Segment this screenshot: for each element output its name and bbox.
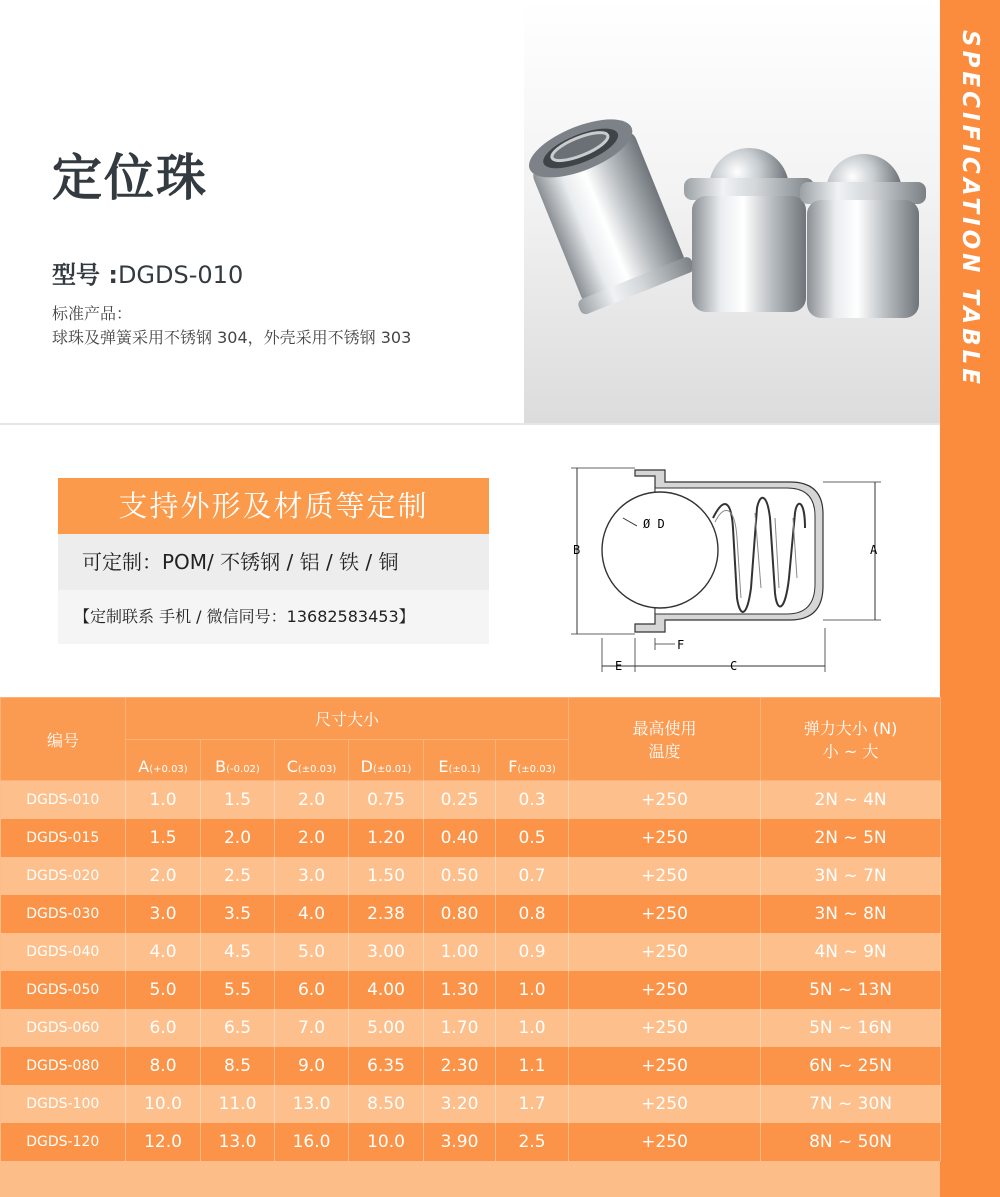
cell-b: 5.5 [201,971,275,1009]
header-dim-tolerance: (±0.01) [372,764,412,775]
cell-c: 13.0 [275,1085,349,1123]
header-dim-b [201,740,275,781]
product-photo-illustration [524,0,940,423]
header-temp-line1: 最高使用 [632,719,697,738]
cell-f: 0.7 [496,857,569,895]
header-dim-c [275,740,349,781]
cell-b: 1.5 [201,781,275,819]
cell-a: 5.0 [126,971,201,1009]
header-code: 编号 [1,698,126,781]
cell-temp: +250 [569,971,761,1009]
cell-code: DGDS-050 [1,971,126,1009]
diagram-label-d: Ø D [643,517,665,531]
cell-f: 0.8 [496,895,569,933]
side-title: SPECIFICATION TABLE [957,30,983,388]
cell-b: 13.0 [201,1123,275,1161]
dimension-diagram [565,458,895,678]
cell-d: 10.0 [349,1123,424,1161]
cell-f: 0.9 [496,933,569,971]
cell-temp: +250 [569,933,761,971]
header-force [761,698,941,781]
cell-temp: +250 [569,1047,761,1085]
header-size-group: 尺寸大小 [126,698,569,740]
product-photo [524,0,940,423]
table-row [1,857,941,895]
diagram-label-e: E [615,659,623,673]
cell-a: 8.0 [126,1047,201,1085]
cell-b: 3.5 [201,895,275,933]
cell-e: 3.90 [424,1123,496,1161]
diagram-label-f: F [677,638,685,652]
header-dim-d [349,740,424,781]
cell-d: 1.20 [349,819,424,857]
diagram-label-a: A [870,543,878,557]
cell-e: 0.25 [424,781,496,819]
header-dim-letter: D [360,757,373,776]
table-row [1,1123,941,1161]
cell-c: 16.0 [275,1123,349,1161]
header-dim-a [126,740,201,781]
cell-e: 1.00 [424,933,496,971]
cell-f: 1.1 [496,1047,569,1085]
cell-d: 4.00 [349,971,424,1009]
section-divider [0,423,940,425]
cell-code: DGDS-010 [1,781,126,819]
cell-b: 8.5 [201,1047,275,1085]
header-dim-letter: B [215,757,227,776]
cell-temp: +250 [569,781,761,819]
cell-force: 2N ~ 4N [761,781,941,819]
cell-f: 1.0 [496,1009,569,1047]
table-row [1,895,941,933]
table-row [1,819,941,857]
header-temp-line2: 温度 [648,742,681,761]
cell-b: 11.0 [201,1085,275,1123]
header-force-line1: 弹力大小 (N) [803,719,898,738]
cell-d: 0.75 [349,781,424,819]
cell-c: 2.0 [275,781,349,819]
ball-outline [602,492,718,608]
cell-b: 2.0 [201,819,275,857]
cell-a: 2.0 [126,857,201,895]
cell-d: 1.50 [349,857,424,895]
cell-e: 3.20 [424,1085,496,1123]
cell-f: 2.5 [496,1123,569,1161]
cell-code: DGDS-020 [1,857,126,895]
cell-temp: +250 [569,1123,761,1161]
cell-e: 0.40 [424,819,496,857]
table-row [1,1009,941,1047]
model-label: 型号 : [52,261,118,289]
custom-contact: 【定制联系 手机 / 微信同号：13682583453】 [58,590,489,644]
cell-c: 3.0 [275,857,349,895]
spec-text: 球珠及弹簧采用不锈钢 304，外壳采用不锈钢 303 [52,328,412,347]
header-dim-letter: F [508,757,518,776]
header-dim-f [496,740,569,781]
cell-a: 12.0 [126,1123,201,1161]
spec-table-section [0,697,940,1197]
header-dim-letter: C [286,757,298,776]
cell-f: 0.5 [496,819,569,857]
table-row [1,1085,941,1123]
cell-f: 0.3 [496,781,569,819]
cell-force: 8N ~ 50N [761,1123,941,1161]
cell-force: 5N ~ 16N [761,1009,941,1047]
cell-d: 3.00 [349,933,424,971]
cell-a: 10.0 [126,1085,201,1123]
cell-code: DGDS-040 [1,933,126,971]
table-row [1,1047,941,1085]
header-dim-tolerance: (+0.03) [149,764,188,775]
cell-force: 3N ~ 8N [761,895,941,933]
cell-b: 4.5 [201,933,275,971]
cell-code: DGDS-015 [1,819,126,857]
cell-code: DGDS-100 [1,1085,126,1123]
cell-temp: +250 [569,1085,761,1123]
cell-force: 3N ~ 7N [761,857,941,895]
cell-code: DGDS-120 [1,1123,126,1161]
table-footer [0,1161,940,1197]
spec-table [0,697,941,1161]
cell-f: 1.0 [496,971,569,1009]
cell-d: 8.50 [349,1085,424,1123]
cell-e: 0.50 [424,857,496,895]
cell-force: 4N ~ 9N [761,933,941,971]
table-row [1,781,941,819]
table-row [1,933,941,971]
cell-temp: +250 [569,819,761,857]
cell-temp: +250 [569,857,761,895]
header-dim-letter: A [138,757,150,776]
cell-a: 1.0 [126,781,201,819]
cell-a: 1.5 [126,819,201,857]
cell-temp: +250 [569,1009,761,1047]
cell-b: 6.5 [201,1009,275,1047]
cell-c: 4.0 [275,895,349,933]
header-force-line2: 小 ~ 大 [822,742,879,761]
cell-code: DGDS-060 [1,1009,126,1047]
page-title: 定位珠 [52,149,208,207]
cell-d: 6.35 [349,1047,424,1085]
custom-banner: 支持外形及材质等定制 [58,478,489,534]
cell-d: 2.38 [349,895,424,933]
header-dim-tolerance: (±0.1) [448,764,481,775]
cell-force: 5N ~ 13N [761,971,941,1009]
cell-a: 4.0 [126,933,201,971]
cell-e: 0.80 [424,895,496,933]
cell-c: 9.0 [275,1047,349,1085]
header-dim-tolerance: (-0.02) [226,764,260,775]
model-number: DGDS-010 [117,261,244,289]
cell-c: 6.0 [275,971,349,1009]
header-dim-e [424,740,496,781]
cell-code: DGDS-030 [1,895,126,933]
spec-label: 标准产品： [52,304,133,323]
cell-temp: +250 [569,895,761,933]
cell-force: 2N ~ 5N [761,819,941,857]
diagram-label-c: C [730,659,738,673]
cell-c: 2.0 [275,819,349,857]
cell-e: 1.70 [424,1009,496,1047]
header-dim-letter: E [438,757,449,776]
cell-a: 6.0 [126,1009,201,1047]
cell-code: DGDS-080 [1,1047,126,1085]
model-line [52,255,243,290]
cell-c: 7.0 [275,1009,349,1047]
cell-c: 5.0 [275,933,349,971]
custom-materials: 可定制：POM/ 不锈钢 / 铝 / 铁 / 铜 [58,534,489,590]
header-dim-tolerance: (±0.03) [517,764,556,775]
diagram-label-b: B [573,543,581,557]
cell-force: 7N ~ 30N [761,1085,941,1123]
header-temp [569,698,761,781]
cell-b: 2.5 [201,857,275,895]
table-row [1,971,941,1009]
cell-d: 5.00 [349,1009,424,1047]
cell-force: 6N ~ 25N [761,1047,941,1085]
cell-a: 3.0 [126,895,201,933]
cell-e: 1.30 [424,971,496,1009]
cell-f: 1.7 [496,1085,569,1123]
cell-e: 2.30 [424,1047,496,1085]
header-dim-tolerance: (±0.03) [297,764,337,775]
